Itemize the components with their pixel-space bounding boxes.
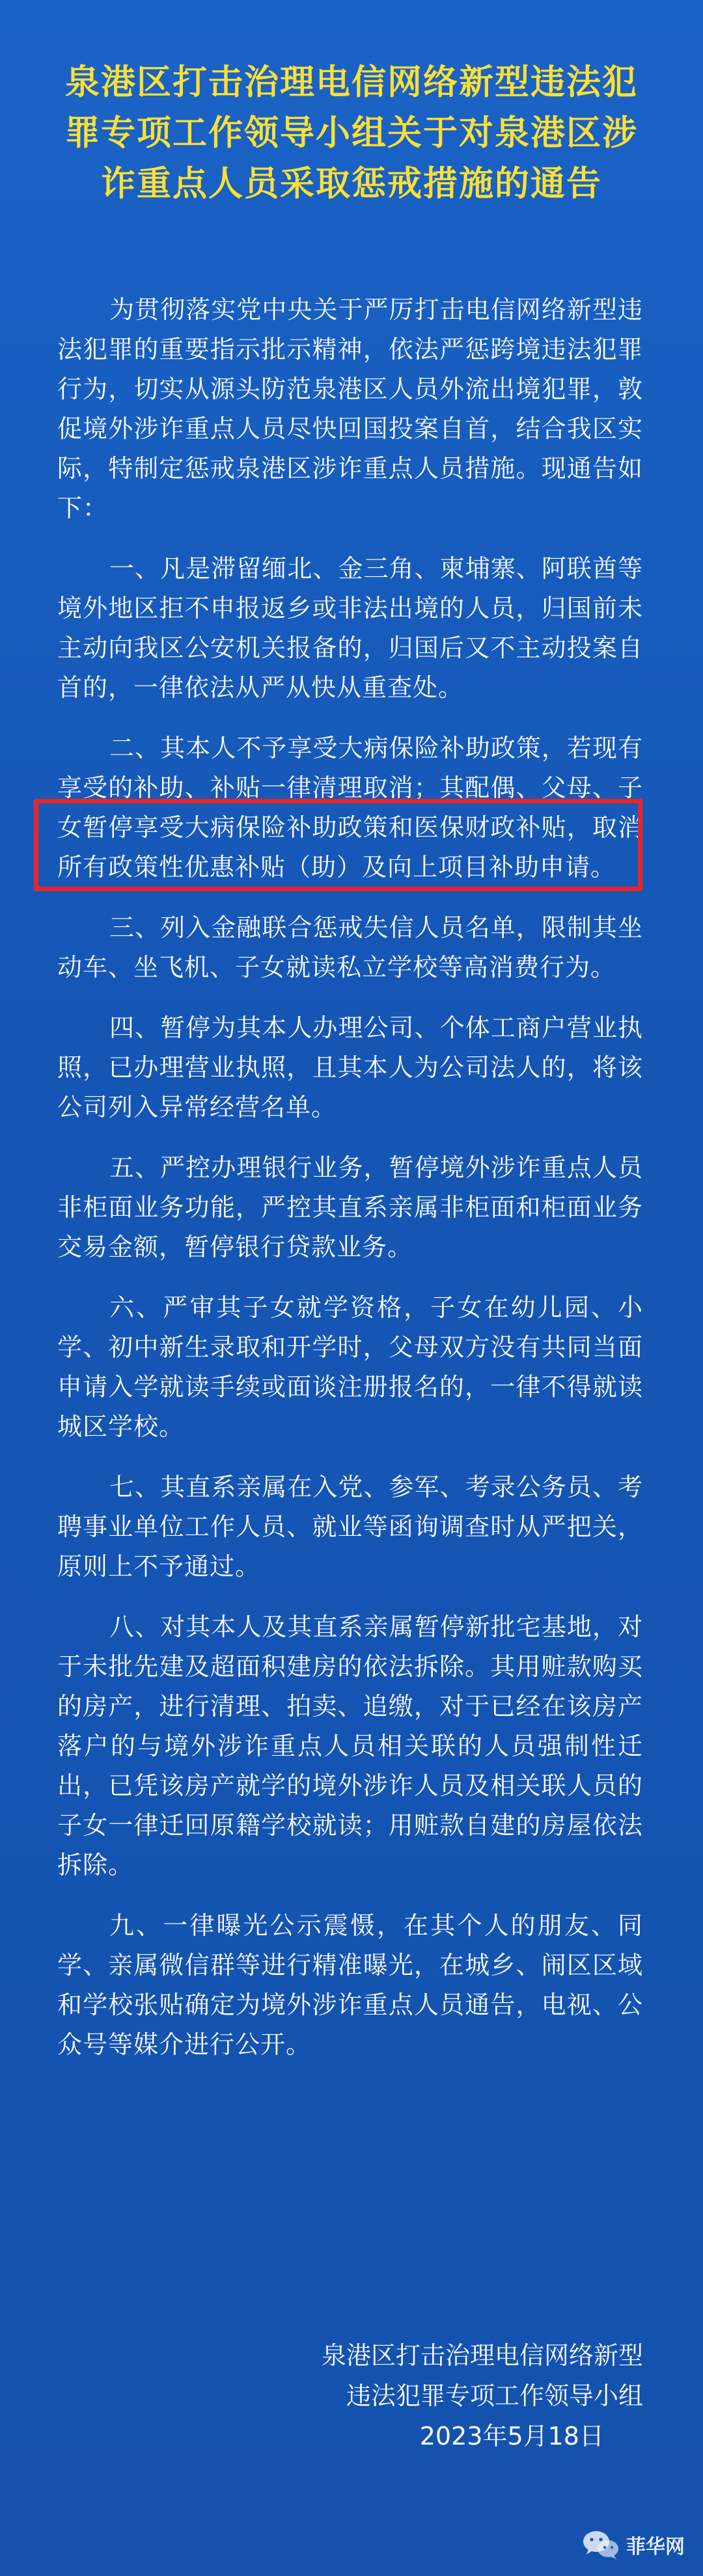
red-highlight-box — [34, 799, 642, 891]
notice-paragraph-3: 三、列入金融联合惩戒失信人员名单，限制其坐动车、坐飞机、子女就读私立学校等高消费行为。 — [57, 913, 643, 982]
notice-paragraph-1: 一、凡是滞留缅北、金三角、柬埔寨、阿联酋等境外地区拒不申报返乡或非法出境的人员，归国前未主动向我区公安机关报备的，归国后又不主动投案自首的，一律依法从严从快从重查处。 — [57, 554, 643, 702]
watermark — [582, 2529, 685, 2560]
notice-paragraph-9: 九、一律曝光公示震慑，在其个人的朋友、同学、亲属微信群等进行精准曝光，在城乡、闹区区域和学校张贴确定为境外涉诈重点人员通告，电视、公众号等媒介进行公开。 — [57, 1911, 643, 2059]
notice-paragraph-5: 五、严控办理银行业务，暂停境外涉诈重点人员非柜面业务功能，严控其直系亲属非柜面和柜面业务交易金额，暂停银行贷款业务。 — [57, 1153, 643, 1261]
signature-date: 2023年5月18日 — [419, 2422, 604, 2450]
notice-paragraph-intro: 为贯彻落实党中央关于严厉打击电信网络新型违法犯罪的重要指示批示精神，依法严惩跨境违法犯罪行为，切实从源头防范泉港区人员外流出境犯罪，敦促境外涉诈重点人员尽快回国投案自首，结合我区实际，特制定惩戒泉港区涉诈重点人员措施。现通告如下： — [57, 295, 643, 522]
notice-paragraph-8: 八、对其本人及其直系亲属暂停新批宅基地，对于未批先建及超面积建房的依法拆除。其用赃款购买的房产，进行清理、拍卖、追缴，对于已经在该房产落户的与境外涉诈重点人员相关联的人员强制性迁出，已凭该房产就学的境外涉诈人员及相关联人员的子女一律迁回原籍学校就读；用赃款自建的房屋依法拆除。 — [57, 1613, 643, 1879]
signature-org-line-1: 泉港区打击治理电信网络新型 — [321, 2341, 643, 2370]
notice-paragraph-7: 七、其直系亲属在入党、参军、考录公务员、考聘事业单位工作人员、就业等函询调查时从严把关，原则上不予通过。 — [57, 1473, 643, 1581]
watermark-text: 菲华网 — [626, 2536, 685, 2558]
notice-paragraph-6: 六、严审其子女就学资格，子女在幼儿园、小学、初中新生录取和开学时，父母双方没有共同当面申请入学就读手续或面谈注册报名的，一律不得就读城区学校。 — [57, 1293, 643, 1441]
wechat-icon — [582, 2529, 620, 2560]
signature-block — [322, 2335, 643, 2456]
signature-org-line-2: 违法犯罪专项工作领导小组 — [346, 2381, 643, 2410]
notice-body — [57, 290, 643, 2086]
notice-paragraph-2: 二、其本人不予享受大病保险补助政策，若现有享受的补助、补贴一律清理取消；其配偶、父母、子女暂停享受大病保险补助政策和医保财政补贴，取消所有政策性优惠补贴（助）及向上项目补助申请。 — [57, 734, 643, 881]
notice-title: 泉港区打击治理电信网络新型违法犯罪专项工作领导小组关于对泉港区涉诈重点人员采取惩戒措施的通告 — [65, 62, 638, 204]
notice-paragraph-4: 四、暂停为其本人办理公司、个体工商户营业执照，已办理营业执照，且其本人为公司法人的，将该公司列入异常经营名单。 — [57, 1013, 643, 1121]
